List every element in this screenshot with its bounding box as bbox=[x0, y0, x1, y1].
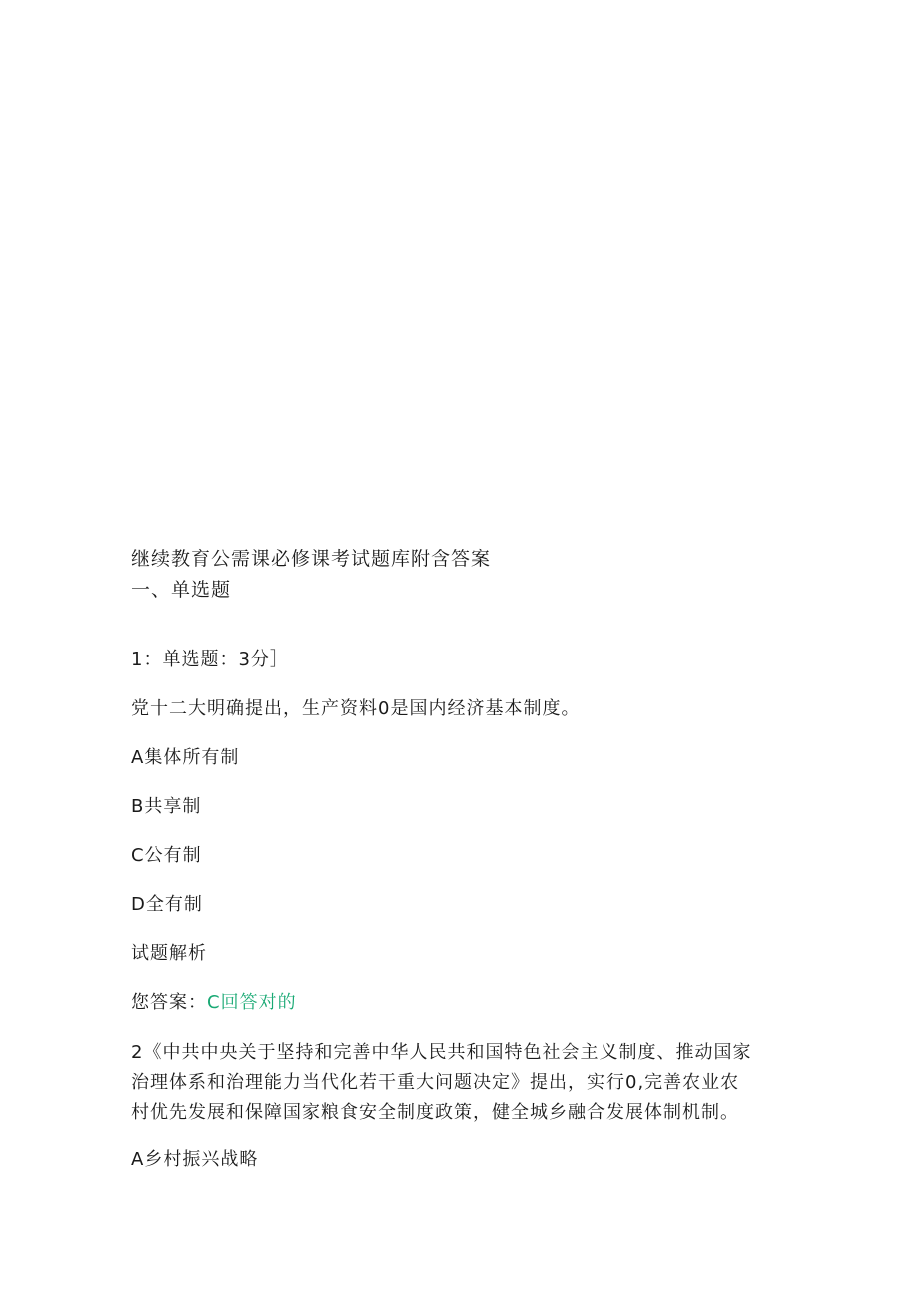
document-content bbox=[131, 543, 791, 1173]
question-stem-line: 2《中共中央关于坚持和完善中华人民共和国特色社会主义制度、推动国家 bbox=[131, 1042, 752, 1063]
answer-line bbox=[131, 990, 791, 1016]
option-a: A集体所有制 bbox=[131, 747, 240, 768]
question-2 bbox=[131, 1038, 791, 1173]
question-stem-line: 村优先发展和保障国家粮食安全制度政策，健全城乡融合发展体制机制。 bbox=[131, 1102, 739, 1123]
option-a: A乡村振兴战略 bbox=[131, 1149, 259, 1170]
section-title: 一、单选题 bbox=[131, 579, 232, 601]
option-c: C公有制 bbox=[131, 845, 202, 866]
analysis-label: 试题解析 bbox=[131, 943, 207, 964]
option-b: B共享制 bbox=[131, 796, 202, 817]
answer-label: 您答案： bbox=[131, 992, 207, 1013]
question-1 bbox=[131, 647, 791, 1016]
question-header: 1：单选题：3分］ bbox=[131, 649, 289, 670]
question-stem bbox=[131, 1038, 791, 1128]
answer-value: C回答对的 bbox=[207, 992, 297, 1013]
question-stem-line: 治理体系和治理能力当代化若干重大问题决定》提出，实行0,完善农业农 bbox=[131, 1072, 740, 1093]
question-stem: 党十二大明确提出，生产资料0是国内经济基本制度。 bbox=[131, 698, 581, 719]
document-title: 继续教育公需课必修课考试题库附含答案 bbox=[131, 548, 492, 570]
option-d: D全有制 bbox=[131, 894, 203, 915]
